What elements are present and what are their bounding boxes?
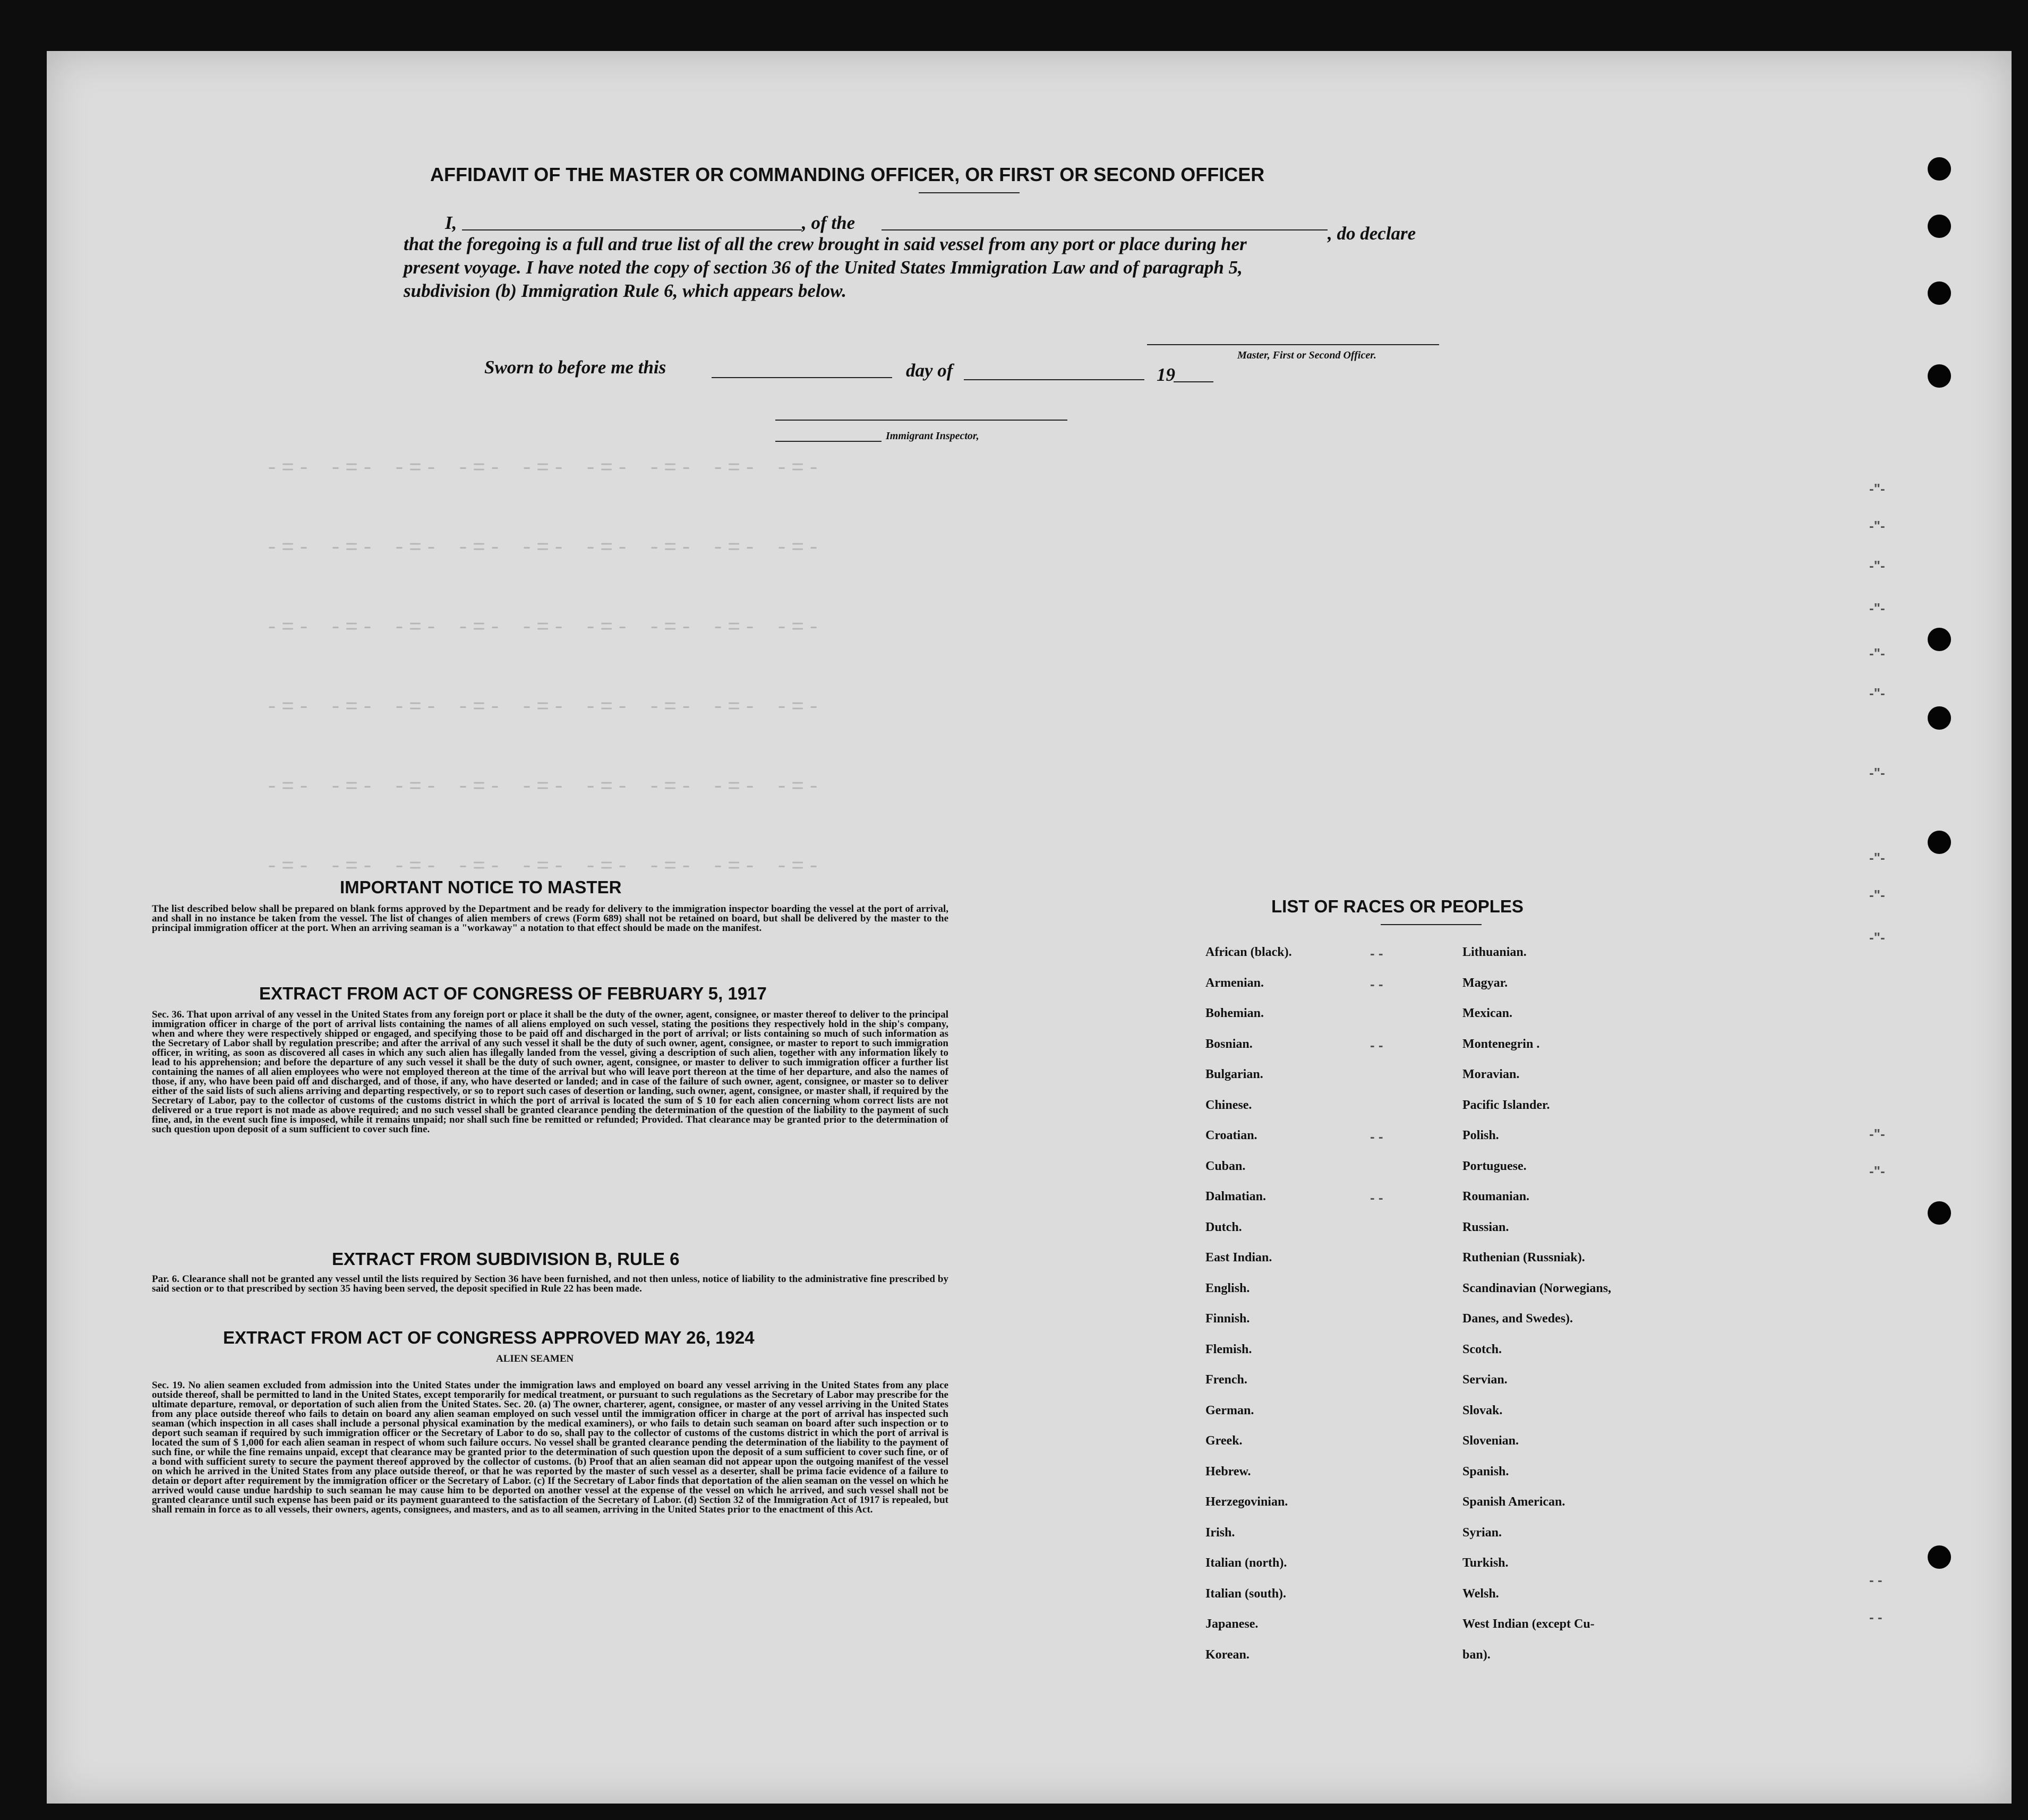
column-dashes: -"-: [1869, 1126, 1885, 1142]
race-item: Hebrew.: [1205, 1464, 1251, 1479]
race-item: Italian (south).: [1205, 1586, 1287, 1601]
race-item: Spanish American.: [1462, 1495, 1565, 1509]
race-item: East Indian.: [1205, 1251, 1272, 1264]
affidavit-declare: , do declare: [1328, 223, 1416, 244]
race-item: Servian.: [1462, 1373, 1508, 1387]
race-item: Turkish.: [1462, 1556, 1509, 1570]
race-item: Pacific Islander.: [1462, 1098, 1550, 1112]
affidavit-title-rule: [919, 192, 1020, 193]
race-item: Scandinavian (Norwegians,: [1462, 1281, 1612, 1295]
race-item: Herzegovinian.: [1205, 1495, 1288, 1509]
column-dashes: -"-: [1869, 887, 1885, 903]
extract-1917-text: Sec. 36. That upon arrival of any vessel in the United States from any foreign port or place it shall be the duty of the owner, agent, consignee, or master thereof to deliver to the principal immigration officer in charge of the port of arrival lists containing the names of all aliens employed on such vessel, stating the positions they respectively hold in the ship's company, when and where they were respectively shipped or engaged, and specifying those to be paid off and discharged in the port of arrival; or lists containing so much of such information as the Secretary of Labor shall by regulation prescribe; and after the arrival of any such vessel it shall be the duty of such owner, agent, consignee, or master to report to such immigration officer, in writing, as soon as discovered all cases in which any such alien has illegally landed from the vessel, giving a description of such alien, together with any information likely to lead to his apprehension; and before the departure of any such vessel it shall be the duty of such owner, agent, consignee, or master to deliver to such immigration officer a further list containing the names of all alien employees who were not employed thereon at the time of the arrival but who will leave port thereon at the time of her departure, and also the names of those, if any, who have been paid off and discharged, and of those, if any, who have deserted or landed; and in case of the failure of such owner, agent, consignee, or master so to deliver either of the said lists of such aliens arriving and departing respectively, or so to report such cases of desertion or landing, such owner, agent, consignee, or master shall, if required by the Secretary of Labor, pay to the collector of customs of the customs district in which the port of arrival is located the sum of $ 10 for each alien concerning whom correct lists are not delivered or a true report is not made as above required; and no such vessel shall be granted clearance pending the determination of the question of the liability to the payment of such fine, and, in the event such fine is imposed, while it remains unpaid; nor shall such fine be remitted or refunded; Provided. That clearance may be granted prior to the determination of such question upon deposit of a sum sufficient to cover such fine.: [152, 1009, 948, 1135]
race-dash: - -: [1370, 976, 1383, 992]
column-dashes: -"-: [1869, 929, 1885, 945]
race-item: Danes, and Swedes).: [1462, 1312, 1573, 1326]
race-dash: - -: [1370, 1129, 1383, 1144]
sworn-month-blank: [964, 379, 1144, 380]
race-dash: - -: [1370, 1190, 1383, 1206]
sworn-year: 19: [1157, 364, 1175, 385]
punch-hole: [1928, 281, 1951, 305]
punch-hole: [1928, 1545, 1951, 1569]
column-dashes: -"-: [1869, 518, 1885, 534]
column-dashes: - -: [1869, 1572, 1882, 1588]
column-dashes: -"-: [1869, 765, 1885, 781]
race-item: Syrian.: [1462, 1525, 1502, 1540]
master-signature-label: Master, First or Second Officer.: [1237, 349, 1376, 361]
column-dashes: -"-: [1869, 600, 1885, 616]
affidavit-line-2: that the foregoing is a full and true list of all the crew brought in said vessel from any port or place during her: [404, 234, 1247, 254]
punch-hole: [1928, 706, 1951, 730]
race-item: Armenian.: [1205, 976, 1264, 990]
bleed-through-marks: -=- -=- -=- -=- -=- -=- -=- -=- -=-: [266, 855, 824, 879]
notice-text: The list described below shall be prepared on blank forms approved by the Department and be ready for delivery to the immigration inspector boarding the vessel at the port of arrival, and shall in no instance be taken from the vessel. The list of changes of alien members of crews (Form 689) shall not be retained on board, but shall be delivered by the master to the principal immigration officer at the port. When an arriving seaman is a "workaway" a notation to that effect should be made on the manifest.: [152, 903, 948, 934]
vessel-blank: [882, 229, 1328, 230]
races-title-rule: [1381, 924, 1482, 925]
bleed-through-marks: -=- -=- -=- -=- -=- -=- -=- -=- -=-: [266, 775, 824, 799]
notice-title: IMPORTANT NOTICE TO MASTER: [340, 877, 622, 897]
race-item: Bohemian.: [1205, 1006, 1264, 1020]
sworn-day-blank: [712, 377, 892, 378]
race-item: Moravian.: [1462, 1067, 1520, 1081]
inspector-signature-line: [775, 420, 1067, 421]
race-item: Russian.: [1462, 1220, 1509, 1234]
race-item: Portuguese.: [1462, 1159, 1527, 1173]
column-dashes: -"-: [1869, 558, 1885, 574]
race-item: Scotch.: [1462, 1342, 1502, 1356]
affidavit-of-the: , of the: [802, 212, 855, 233]
race-item: Chinese.: [1205, 1098, 1252, 1112]
bleed-through-marks: -=- -=- -=- -=- -=- -=- -=- -=- -=-: [266, 536, 824, 560]
race-item: Ruthenian (Russniak).: [1462, 1251, 1585, 1264]
bleed-through-marks: -=- -=- -=- -=- -=- -=- -=- -=- -=-: [266, 616, 824, 640]
race-item: West Indian (except Cu-: [1462, 1617, 1595, 1631]
inspector-label: Immigrant Inspector,: [886, 430, 979, 442]
name-blank: [462, 229, 802, 230]
column-dashes: -"-: [1869, 850, 1885, 866]
bleed-through-marks: -=- -=- -=- -=- -=- -=- -=- -=- -=-: [266, 696, 824, 720]
bleed-through-marks: -=- -=- -=- -=- -=- -=- -=- -=- -=-: [266, 457, 824, 481]
column-dashes: -"-: [1869, 645, 1885, 661]
race-item: Korean.: [1205, 1647, 1250, 1662]
race-item: English.: [1205, 1281, 1250, 1295]
extract-1924-text: Sec. 19. No alien seamen excluded from admission into the United States under the immigration laws and employed on board any vessel arriving in the United States from any place outside thereof, shall be permitted to land in the United States, except temporarily for medical treatment, or pursuant to such regulations as the Secretary of Labor may prescribe for the ultimate departure, removal, or deportation of such alien from the United States. Sec. 20. (a) The owner, charterer, agent, consignee, or master of any vessel arriving in the United States from any place outside thereof who fails to detain on board any alien seaman employed on such vessel until the immigration officer in charge at the port of arrival has inspected such seaman (which inspection in all cases shall include a personal physical examination by the medical examiners), or who fails to detain such seaman on board after such inspection or to deport such seaman if required by such immigration officer or the Secretary of Labor to do so, shall pay to the collector of customs of the customs district in which the port of arrival is located the sum of $ 1,000 for each alien seaman in respect of whom such failure occurs. No vessel shall be granted clearance pending the determination of the liability to the payment of such fine, or while the fine remains unpaid, except that clearance may be granted prior to the determination of such question upon the deposit of a sum sufficient to cover such fine, or of a bond with sufficient surety to secure the payment thereof approved by the collector of customs. (b) Proof that an alien seaman did not appear upon the outgoing manifest of the vessel on which he arrived in the United States from any place outside thereof, or that he was reported by the master of such vessel as a deserter, shall be prima facie evidence of a failure to detain or deport after requirement by the immigration officer or the Secretary of Labor. (c) If the Secretary of Labor finds that deportation of the alien seaman on the vessel on which he arrived would cause undue hardship to such seaman he may cause him to be deported on another vessel at the expense of the vessel on which he arrived, and such vessel shall not be granted clearance until such expense has been paid or its payment guaranteed to the satisfaction of the Secretary of Labor. (d) Section 32 of the Immigration Act of 1917 is repealed, but shall remain in force as to all vessels, their owners, agents, consignees, and masters, and as to all seamen, arriving in the United States prior to the enactment of this Act.: [152, 1380, 948, 1515]
column-dashes: -"-: [1869, 481, 1885, 497]
sworn-text: Sworn to before me this: [484, 357, 666, 378]
race-item: Irish.: [1205, 1525, 1235, 1540]
race-item: Bulgarian.: [1205, 1067, 1263, 1081]
punch-hole: [1928, 215, 1951, 238]
inspector-signature-line-2: [775, 441, 882, 442]
affidavit-line-4: subdivision (b) Immigration Rule 6, which appears below.: [404, 280, 846, 301]
race-dash: - -: [1370, 1037, 1383, 1053]
race-item: Montenegrin .: [1462, 1037, 1540, 1051]
race-item: Mexican.: [1462, 1006, 1512, 1020]
extract-1924-subtitle: ALIEN SEAMEN: [496, 1353, 574, 1364]
race-item: Spanish.: [1462, 1464, 1509, 1479]
race-item: Japanese.: [1205, 1617, 1259, 1631]
race-item: African (black).: [1205, 945, 1292, 959]
day-of-text: day of: [906, 360, 953, 381]
affidavit-i: I,: [445, 212, 457, 233]
column-dashes: -"-: [1869, 685, 1885, 701]
race-dash: - -: [1370, 945, 1383, 961]
race-item: Roumanian.: [1462, 1190, 1530, 1203]
column-dashes: -"-: [1869, 1163, 1885, 1179]
race-item: Welsh.: [1462, 1586, 1499, 1601]
punch-hole: [1928, 628, 1951, 651]
sworn-year-blank: [1174, 381, 1213, 382]
race-item: ban).: [1462, 1647, 1491, 1662]
affidavit-line-3: present voyage. I have noted the copy of section 36 of the United States Immigration Law and of paragraph 5,: [404, 257, 1243, 278]
race-item: German.: [1205, 1403, 1254, 1417]
race-item: Polish.: [1462, 1129, 1499, 1142]
column-dashes: - -: [1869, 1609, 1882, 1625]
race-item: Dalmatian.: [1205, 1190, 1266, 1203]
race-item: French.: [1205, 1373, 1247, 1387]
race-item: Slovak.: [1462, 1403, 1503, 1417]
subdivision-b-text: Par. 6. Clearance shall not be granted any vessel until the lists required by Section 36 have been furnished, and not then unless, notice of liability to the administrative fine prescribed by said section or to that prescribed by section 35 having been served, the deposit specified in Rule 22 has been made.: [152, 1274, 948, 1294]
extract-1917-title: EXTRACT FROM ACT OF CONGRESS OF FEBRUARY 5, 1917: [259, 984, 767, 1003]
race-item: Flemish.: [1205, 1342, 1252, 1356]
race-item: Croatian.: [1205, 1129, 1257, 1142]
race-item: Lithuanian.: [1462, 945, 1527, 959]
race-item: Slovenian.: [1462, 1434, 1519, 1448]
punch-hole: [1928, 831, 1951, 854]
punch-hole: [1928, 1201, 1951, 1225]
race-item: Italian (north).: [1205, 1556, 1287, 1570]
affidavit-title: AFFIDAVIT OF THE MASTER OR COMMANDING OFFICER, OR FIRST OR SECOND OFFICER: [430, 164, 1265, 185]
race-item: Dutch.: [1205, 1220, 1242, 1234]
punch-hole: [1928, 364, 1951, 388]
race-item: Magyar.: [1462, 976, 1508, 990]
punch-hole: [1928, 157, 1951, 181]
extract-1924-title: EXTRACT FROM ACT OF CONGRESS APPROVED MAY 26, 1924: [223, 1328, 755, 1347]
race-item: Cuban.: [1205, 1159, 1246, 1173]
race-item: Greek.: [1205, 1434, 1243, 1448]
race-item: Finnish.: [1205, 1312, 1250, 1326]
race-item: Bosnian.: [1205, 1037, 1253, 1051]
races-title: LIST OF RACES OR PEOPLES: [1271, 896, 1524, 916]
subdivision-b-title: EXTRACT FROM SUBDIVISION B, RULE 6: [332, 1249, 680, 1269]
master-signature-line: [1147, 344, 1439, 345]
